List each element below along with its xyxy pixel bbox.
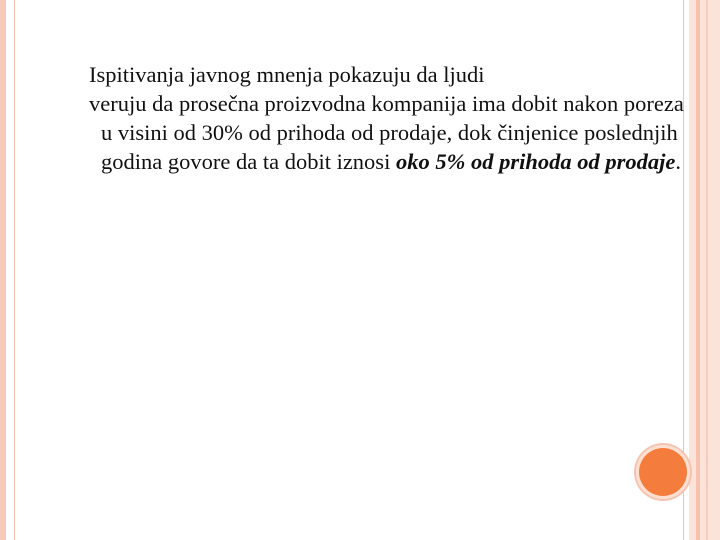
paragraph-2-period: .	[675, 149, 681, 174]
right-border-stripe-2	[706, 0, 708, 540]
left-border-line	[14, 0, 15, 540]
right-border-band	[689, 0, 720, 540]
paragraph-2	[89, 89, 689, 176]
paragraph-2-text: veruju da prosečna proizvodna kompanija ima dobit nakon poreza u visini od 30% od prihoda od prodaje, dok činjenice poslednjih godina govore da ta dobit iznosi	[89, 91, 684, 174]
right-border-stripe	[696, 0, 700, 540]
paragraph-1: Ispitivanja javnog mnenja pokazuju da ljudi	[89, 62, 485, 87]
paragraph-2-emphasis: oko 5% od prihoda od prodaje	[395, 149, 676, 174]
left-border-decoration	[0, 0, 6, 540]
slide-body-text	[89, 60, 689, 176]
decorative-circle	[639, 448, 687, 496]
